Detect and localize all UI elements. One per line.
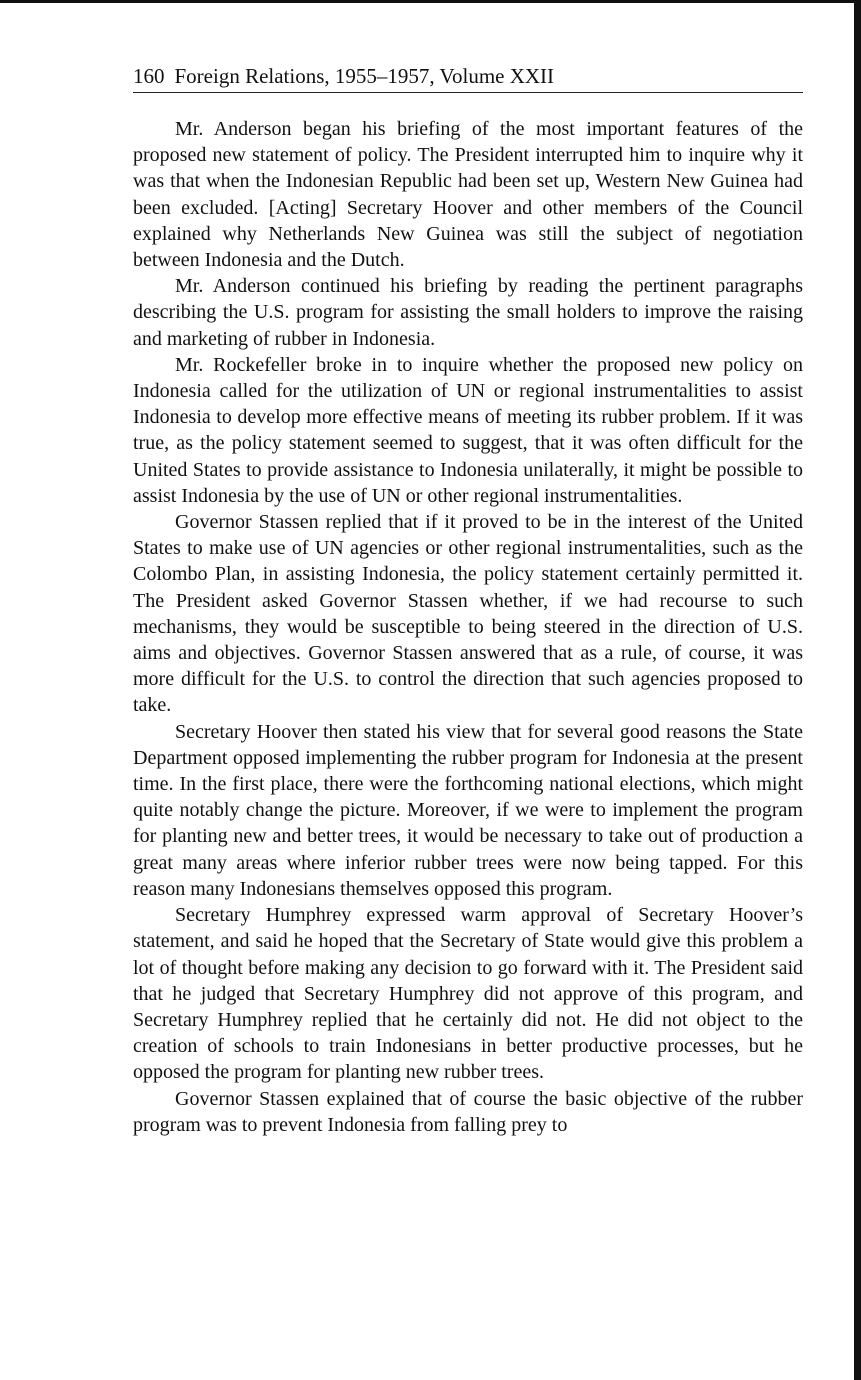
running-title: Foreign Relations, 1955–1957, Volume XXII [174, 64, 555, 88]
paragraph: Mr. Anderson continued his briefing by reading the pertinent paragraphs describing the U.S. program for assisting the small holders to improve the raising and marketing of rubber in Indonesia. [133, 275, 803, 350]
paragraph: Governor Stassen explained that of course the basic objective of the rubber program was to prevent Indonesia from falling prey to [133, 1087, 803, 1136]
body-text [133, 116, 803, 1138]
paragraph: Mr. Anderson began his briefing of the most important features of the proposed new statement of policy. The President interrupted him to inquire why it was that when the Indonesian Republic had been set up, Western New Guinea had been excluded. [Acting] Secretary Hoover and other members of the Council explained why Netherlands New Guinea was still the subject of negotiation between Indonesia and the Dutch. [133, 118, 803, 272]
paragraph: Mr. Rockefeller broke in to inquire whether the proposed new policy on Indonesia called for the utilization of UN or regional instrumentalities to assist Indonesia to develop more effective means of meeting its rubber problem. If it was true, as the policy statement seemed to suggest, that it was often difficult for the United States to provide assistance to Indonesia unilaterally, it might be possible to assist Indonesia by the use of UN or other regional instrumentalities. [133, 353, 803, 507]
page-number: 160 [133, 64, 165, 88]
scan-edge-right [854, 0, 861, 1380]
running-header [133, 62, 803, 93]
paragraph: Secretary Hoover then stated his view that for several good reasons the State Department opposed implementing the rubber program for Indonesia at the present time. In the first place, there were the forthcoming national elections, which might quite notably change the picture. Moreover, if we were to implement the program for planting new and better trees, it would be necessary to take out of production a great many areas where inferior rubber trees were now being tapped. For this reason many Indonesians themselves opposed this program. [133, 720, 803, 900]
scan-edge-top [0, 0, 861, 3]
paragraph: Secretary Humphrey expressed warm approval of Secretary Hoover’s statement, and said he hoped that the Secretary of State would give this problem a lot of thought before making any decision to go forward with it. The President said that he judged that Secretary Humphrey did not approve of this program, and Secretary Humphrey replied that he certainly did not. He did not object to the creation of schools to train Indonesians in better productive processes, but he opposed the program for planting new rubber trees. [133, 904, 803, 1084]
paragraph: Governor Stassen replied that if it proved to be in the interest of the United States to make use of UN agencies or other regional instrumentalities, such as the Colombo Plan, in assisting Indonesia, the policy statement certainly permitted it. The President asked Governor Stassen whether, if we had recourse to such mechanisms, they would be susceptible to being steered in the direction of U.S. aims and objectives. Governor Stassen answered that as a rule, of course, it was more difficult for the U.S. to control the direction that such agencies proposed to take. [133, 511, 803, 717]
